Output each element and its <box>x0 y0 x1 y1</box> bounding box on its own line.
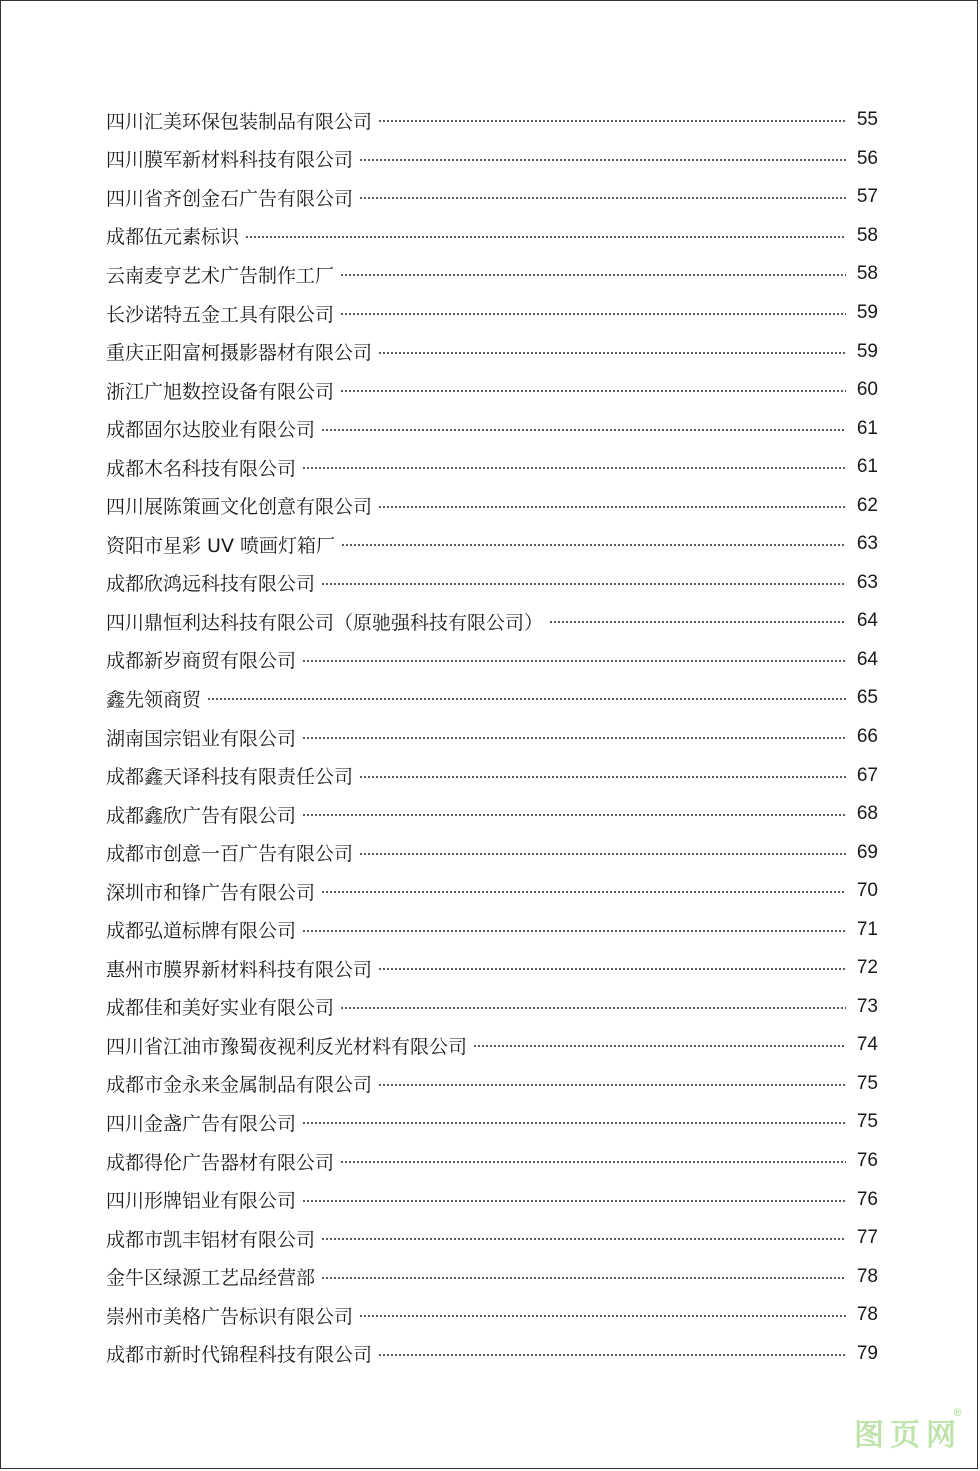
toc-entry[interactable] <box>106 1257 878 1296</box>
toc-entry[interactable] <box>106 332 878 371</box>
toc-entry-title: 成都市新时代锦程科技有限公司 <box>106 1344 373 1367</box>
toc-entry[interactable] <box>106 1065 878 1104</box>
toc-entry[interactable] <box>106 679 878 718</box>
toc-entry-title: 崇州市美格广告标识有限公司 <box>106 1305 354 1328</box>
toc-entry-page-number: 72 <box>856 957 878 979</box>
toc-entry-page-number: 78 <box>856 1265 878 1287</box>
toc-entry[interactable] <box>106 1142 878 1181</box>
dot-leader <box>378 1084 846 1086</box>
toc-entry[interactable] <box>106 718 878 757</box>
dot-leader <box>473 1045 846 1047</box>
toc-entry-page-number: 61 <box>856 417 878 439</box>
toc-entry[interactable] <box>106 756 878 795</box>
toc-entry[interactable] <box>106 140 878 179</box>
dot-leader <box>207 698 846 700</box>
toc-entry-title: 成都伍元素标识 <box>106 226 240 249</box>
toc-entry-page-number: 79 <box>856 1342 878 1364</box>
toc-entry-page-number: 61 <box>856 456 878 478</box>
dot-leader <box>359 197 846 199</box>
toc-entry[interactable] <box>106 525 878 564</box>
toc-entry[interactable] <box>106 910 878 949</box>
toc-entry-page-number: 58 <box>856 224 878 246</box>
toc-entry-page-number: 64 <box>856 610 878 632</box>
toc-entry-title: 成都木名科技有限公司 <box>106 457 297 480</box>
dot-leader <box>321 891 846 893</box>
toc-entry-page-number: 75 <box>856 1072 878 1094</box>
registered-mark: ® <box>952 1406 963 1419</box>
dot-leader <box>359 853 846 855</box>
toc-entry-title: 四川展陈策画文化创意有限公司 <box>106 496 373 519</box>
dot-leader <box>321 1277 846 1279</box>
dot-leader <box>549 621 846 623</box>
toc-entry-page-number: 65 <box>856 687 878 709</box>
dot-leader <box>245 236 846 238</box>
toc-entry-page-number: 78 <box>856 1304 878 1326</box>
dot-leader <box>378 1354 846 1356</box>
dot-leader <box>302 660 846 662</box>
toc-entry-title: 惠州市膜界新材料科技有限公司 <box>106 958 373 981</box>
toc-entry[interactable] <box>106 255 878 294</box>
toc-entry[interactable] <box>106 1296 878 1335</box>
toc-entry-page-number: 76 <box>856 1188 878 1210</box>
toc-entry-title: 四川省齐创金石广告有限公司 <box>106 187 354 210</box>
toc-entry-page-number: 69 <box>856 841 878 863</box>
dot-leader <box>359 159 846 161</box>
table-of-contents <box>106 101 878 1373</box>
toc-entry-page-number: 76 <box>856 1150 878 1172</box>
toc-entry-page-number: 77 <box>856 1227 878 1249</box>
toc-entry-title: 四川省江油市豫蜀夜视利反光材料有限公司 <box>106 1035 468 1058</box>
toc-entry-page-number: 64 <box>856 648 878 670</box>
toc-entry-page-number: 68 <box>856 803 878 825</box>
toc-entry[interactable] <box>106 1103 878 1142</box>
toc-entry[interactable] <box>106 409 878 448</box>
toc-entry-title: 浙江广旭数控设备有限公司 <box>106 380 335 403</box>
toc-entry-page-number: 56 <box>856 147 878 169</box>
toc-entry-title: 成都得伦广告器材有限公司 <box>106 1151 335 1174</box>
dot-leader <box>378 120 846 122</box>
toc-entry-title: 深圳市和锋广告有限公司 <box>106 881 316 904</box>
dot-leader <box>302 930 846 932</box>
toc-entry-title: 成都市创意一百广告有限公司 <box>106 843 354 866</box>
toc-entry[interactable] <box>106 101 878 140</box>
toc-entry-title: 成都市金永来金属制品有限公司 <box>106 1074 373 1097</box>
dot-leader <box>321 429 846 431</box>
toc-entry-page-number: 59 <box>856 340 878 362</box>
toc-entry-title: 金牛区绿源工艺品经营部 <box>106 1267 316 1290</box>
toc-entry[interactable] <box>106 1026 878 1065</box>
toc-entry-title: 云南麦亨艺术广告制作工厂 <box>106 264 335 287</box>
toc-entry-title: 成都固尔达胶业有限公司 <box>106 419 316 442</box>
toc-entry-title: 成都鑫天译科技有限责任公司 <box>106 766 354 789</box>
dot-leader <box>302 814 846 816</box>
toc-entry-title: 鑫先领商贸 <box>106 688 202 711</box>
toc-entry-page-number: 75 <box>856 1111 878 1133</box>
toc-entry-page-number: 62 <box>856 494 878 516</box>
toc-entry-title: 四川形牌铝业有限公司 <box>106 1190 297 1213</box>
toc-entry[interactable] <box>106 486 878 525</box>
toc-entry-page-number: 58 <box>856 263 878 285</box>
toc-entry-title: 四川金盏广告有限公司 <box>106 1112 297 1135</box>
toc-entry[interactable] <box>106 294 878 333</box>
toc-entry-page-number: 59 <box>856 302 878 323</box>
toc-entry-title: 成都鑫欣广告有限公司 <box>106 804 297 827</box>
watermark-text: 图页网 <box>854 1418 962 1453</box>
toc-entry[interactable] <box>106 949 878 988</box>
toc-entry-title: 资阳市星彩 UV 喷画灯箱厂 <box>106 534 335 557</box>
toc-entry-page-number: 74 <box>856 1034 878 1056</box>
toc-entry-title: 湖南国宗铝业有限公司 <box>106 727 297 750</box>
toc-entry-page-number: 67 <box>856 764 878 786</box>
toc-entry-title: 重庆正阳富柯摄影器材有限公司 <box>106 342 373 365</box>
toc-entry-title: 四川鼎恒利达科技有限公司（原驰强科技有限公司） <box>106 611 544 634</box>
toc-entry-title: 四川汇美环保包装制品有限公司 <box>106 110 373 133</box>
toc-entry-page-number: 66 <box>856 726 878 748</box>
toc-entry[interactable] <box>106 217 878 256</box>
dot-leader <box>340 313 846 315</box>
toc-entry-title: 成都市凯丰铝材有限公司 <box>106 1228 316 1251</box>
dot-leader <box>378 352 846 354</box>
dot-leader <box>378 968 846 970</box>
toc-entry[interactable] <box>106 1180 878 1219</box>
toc-entry[interactable] <box>106 1219 878 1258</box>
dot-leader <box>378 506 846 508</box>
dot-leader <box>302 1200 846 1202</box>
toc-entry[interactable] <box>106 641 878 680</box>
toc-entry-title: 成都欣鸿远科技有限公司 <box>106 573 316 596</box>
toc-entry[interactable] <box>106 602 878 641</box>
toc-entry-page-number: 73 <box>856 995 878 1017</box>
dot-leader <box>340 274 846 276</box>
toc-entry-page-number: 70 <box>856 880 878 902</box>
toc-entry[interactable] <box>106 988 878 1027</box>
toc-entry[interactable] <box>106 178 878 217</box>
toc-entry[interactable] <box>106 872 878 911</box>
toc-entry[interactable] <box>106 833 878 872</box>
dot-leader <box>302 467 846 469</box>
dot-leader <box>359 776 846 778</box>
toc-entry-title: 成都新岁商贸有限公司 <box>106 650 297 673</box>
dot-leader <box>321 1238 846 1240</box>
toc-entry-page-number: 63 <box>856 571 878 593</box>
dot-leader <box>302 1122 846 1124</box>
watermark-logo <box>854 1406 963 1454</box>
toc-entry-page-number: 57 <box>856 186 878 208</box>
toc-entry[interactable] <box>106 448 878 487</box>
toc-entry[interactable] <box>106 795 878 834</box>
toc-entry-title: 成都弘道标牌有限公司 <box>106 920 297 943</box>
toc-entry[interactable] <box>106 1335 878 1374</box>
dot-leader <box>359 1315 846 1317</box>
dot-leader <box>302 737 846 739</box>
toc-entry-title: 长沙诺特五金工具有限公司 <box>106 303 335 326</box>
toc-entry-page-number: 63 <box>856 533 878 555</box>
toc-entry[interactable] <box>106 564 878 603</box>
toc-entry-title: 四川膜军新材料科技有限公司 <box>106 149 354 172</box>
dot-leader <box>340 1161 846 1163</box>
dot-leader <box>341 544 846 546</box>
toc-entry-title: 成都佳和美好实业有限公司 <box>106 997 335 1020</box>
toc-entry[interactable] <box>106 371 878 410</box>
dot-leader <box>340 1007 846 1009</box>
toc-entry-page-number: 55 <box>856 109 878 131</box>
toc-entry-page-number: 71 <box>856 918 878 940</box>
toc-entry-page-number: 60 <box>856 379 878 401</box>
dot-leader <box>340 390 846 392</box>
dot-leader <box>321 583 846 585</box>
